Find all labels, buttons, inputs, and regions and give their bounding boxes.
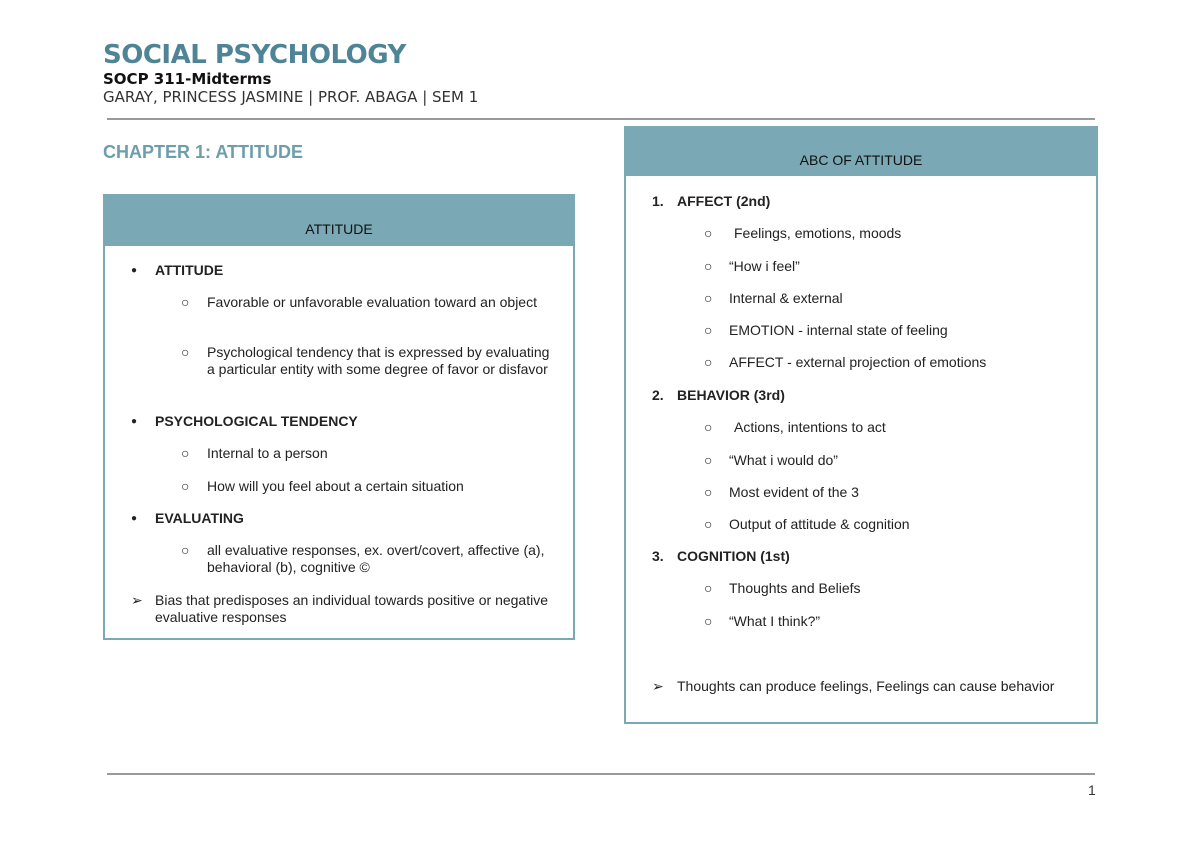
list-item-text: all evaluative responses, ex. overt/covert, affective (a), behavioral (b), cognitive © bbox=[207, 542, 545, 575]
bullet-icon: ● bbox=[131, 265, 138, 276]
list-item-text: Actions, intentions to act bbox=[734, 419, 886, 435]
sub-bullet-icon: ○ bbox=[704, 452, 713, 468]
sub-bullet-icon: ○ bbox=[704, 354, 713, 370]
list-item-text: Internal & external bbox=[729, 290, 843, 306]
arrow-icon: ➢ bbox=[652, 678, 664, 694]
section-label-attitude: ATTITUDE bbox=[155, 262, 224, 278]
attitude-box bbox=[103, 194, 575, 640]
sub-bullet-icon: ○ bbox=[704, 322, 713, 338]
chapter-title: CHAPTER 1: ATTITUDE bbox=[103, 142, 303, 162]
sub-bullet-icon: ○ bbox=[181, 478, 190, 494]
bullet-icon: ● bbox=[131, 513, 138, 524]
section-label-affect: AFFECT (2nd) bbox=[677, 193, 771, 209]
bullet-icon: ● bbox=[131, 416, 138, 427]
sub-bullet-icon: ○ bbox=[704, 225, 713, 241]
list-item-text: Psychological tendency that is expressed by evaluating a particular entity with some degree of favor or disfavor bbox=[207, 344, 550, 377]
note-text: Bias that predisposes an individual towards positive or negative evaluative responses bbox=[155, 592, 549, 625]
list-item-text: Most evident of the 3 bbox=[729, 484, 859, 500]
section-label-behavior: BEHAVIOR (3rd) bbox=[677, 387, 785, 403]
sub-bullet-icon: ○ bbox=[704, 290, 713, 306]
sub-bullet-icon: ○ bbox=[704, 258, 713, 274]
sub-bullet-icon: ○ bbox=[181, 294, 190, 310]
list-item-text: How will you feel about a certain situation bbox=[207, 478, 464, 494]
sub-bullet-icon: ○ bbox=[704, 580, 713, 596]
section-label-psychological-tendency: PSYCHOLOGICAL TENDENCY bbox=[155, 413, 358, 429]
list-item-text: Internal to a person bbox=[207, 445, 328, 461]
list-number: 2. bbox=[652, 387, 664, 403]
sub-bullet-icon: ○ bbox=[181, 542, 190, 558]
abc-box-header: ABC OF ATTITUDE bbox=[626, 128, 1096, 176]
sub-bullet-icon: ○ bbox=[704, 484, 713, 500]
abc-box bbox=[624, 126, 1098, 724]
list-item-text: “What i would do” bbox=[729, 452, 838, 468]
header-divider bbox=[107, 118, 1095, 120]
section-label-evaluating: EVALUATING bbox=[155, 510, 244, 526]
list-item-text: EMOTION - internal state of feeling bbox=[729, 322, 948, 338]
author-line: GARAY, PRINCESS JASMINE | PROF. ABAGA | SEM 1 bbox=[103, 88, 479, 106]
list-item-text: “How i feel” bbox=[729, 258, 800, 274]
list-item-text: Favorable or unfavorable evaluation toward an object bbox=[207, 294, 537, 310]
sub-bullet-icon: ○ bbox=[704, 419, 713, 435]
list-item-text: “What I think?” bbox=[729, 613, 821, 629]
course-subtitle: SOCP 311-Midterms bbox=[103, 70, 272, 88]
note-text: Thoughts can produce feelings, Feelings can cause behavior bbox=[677, 678, 1055, 694]
arrow-icon: ➢ bbox=[131, 592, 143, 608]
list-number: 1. bbox=[652, 193, 664, 209]
footer-divider bbox=[107, 773, 1095, 775]
sub-bullet-icon: ○ bbox=[181, 344, 190, 360]
section-label-cognition: COGNITION (1st) bbox=[677, 548, 790, 564]
sub-bullet-icon: ○ bbox=[704, 516, 713, 532]
list-item-text: AFFECT - external projection of emotions bbox=[729, 354, 987, 370]
list-item-text: Feelings, emotions, moods bbox=[734, 225, 902, 241]
sub-bullet-icon: ○ bbox=[704, 613, 713, 629]
sub-bullet-icon: ○ bbox=[181, 445, 190, 461]
list-number: 3. bbox=[652, 548, 664, 564]
list-item-text: Output of attitude & cognition bbox=[729, 516, 910, 532]
document-title: SOCIAL PSYCHOLOGY bbox=[103, 40, 406, 70]
page-number: 1 bbox=[1088, 782, 1096, 798]
attitude-box-header: ATTITUDE bbox=[105, 196, 573, 246]
list-item-text: Thoughts and Beliefs bbox=[729, 580, 861, 596]
